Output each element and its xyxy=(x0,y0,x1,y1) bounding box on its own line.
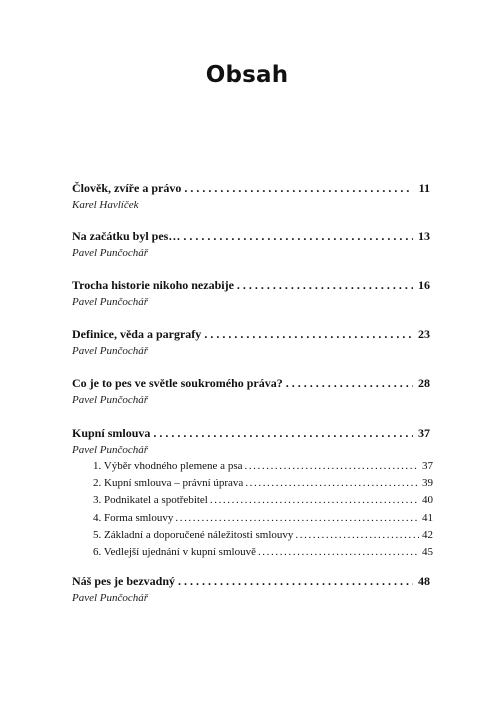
dot-leader xyxy=(237,276,413,294)
entry-author: Pavel Punčochář xyxy=(72,296,149,308)
subentry[interactable] xyxy=(93,492,433,509)
entry-title: Na začátku byl pes… xyxy=(72,229,181,243)
subentry[interactable] xyxy=(93,475,433,492)
dot-leader xyxy=(244,458,419,475)
entry-line xyxy=(72,424,430,442)
entry-line xyxy=(72,179,430,197)
entry-title: Co je to pes ve světle soukromého práva? xyxy=(72,376,283,390)
subentry-page-number: 37 xyxy=(422,460,433,472)
entry-page-number: 13 xyxy=(418,229,430,243)
entry-title: Definice, věda a pargrafy xyxy=(72,327,202,341)
toc-entry[interactable] xyxy=(72,424,430,458)
toc-entry[interactable] xyxy=(72,276,430,310)
entry-page-number: 23 xyxy=(418,327,430,341)
dot-leader xyxy=(175,510,419,527)
subentry-label: 3. Podnikatel a spotřebitel xyxy=(93,494,208,507)
entry-title: Kupní smlouva xyxy=(72,426,151,440)
toc-entry[interactable] xyxy=(72,227,430,261)
entry-page-number: 16 xyxy=(418,278,430,292)
entry-title: Trocha historie nikoho nezabije xyxy=(72,278,234,292)
entry-line xyxy=(72,276,430,294)
subentry-page-number: 39 xyxy=(422,477,433,490)
subentry-page-number: 41 xyxy=(422,511,433,524)
entry-author: Karel Havlíček xyxy=(72,199,139,211)
entry-author: Pavel Punčochář xyxy=(72,247,149,259)
dot-leader xyxy=(178,572,413,590)
dot-leader xyxy=(210,492,419,509)
entry-title: Člověk, zvíře a právo xyxy=(72,181,182,195)
subentry[interactable] xyxy=(93,458,433,475)
subentry-label: 6. Vedlejší ujednání v kupní smlouvě xyxy=(93,545,256,558)
subentry[interactable] xyxy=(93,510,433,527)
dot-leader xyxy=(245,475,419,492)
entry-line xyxy=(72,374,430,392)
subentry-label: 2. Kupní smlouva – právní úprava xyxy=(93,477,244,490)
subentry-page-number: 40 xyxy=(422,494,433,507)
entry-author: Pavel Punčochář xyxy=(72,592,149,604)
entry-line xyxy=(72,572,430,590)
entry-line xyxy=(72,325,430,343)
subentry[interactable] xyxy=(93,544,433,561)
toc-entry[interactable] xyxy=(72,179,430,213)
entry-page-number: 48 xyxy=(418,574,430,588)
entry-author: Pavel Punčochář xyxy=(72,444,149,456)
toc-entry[interactable] xyxy=(72,325,430,359)
toc-entry[interactable] xyxy=(72,374,430,408)
subentry-label: 4. Forma smlouvy xyxy=(93,511,174,524)
dot-leader xyxy=(258,544,419,561)
dot-leader xyxy=(286,374,413,392)
page-title: Obsah xyxy=(205,62,289,88)
entry-page-number: 28 xyxy=(418,376,430,390)
subentry[interactable] xyxy=(93,527,433,544)
subentry-page-number: 45 xyxy=(422,545,433,558)
entry-author: Pavel Punčochář xyxy=(72,345,149,357)
dot-leader xyxy=(153,424,413,442)
entry-page-number: 37 xyxy=(418,426,430,440)
toc-entry[interactable] xyxy=(72,572,430,606)
subentry-list xyxy=(93,458,433,561)
subentry-label: 5. Základní a doporučené náležitosti smlouvy xyxy=(93,528,294,541)
dot-leader xyxy=(184,179,413,197)
entry-author: Pavel Punčochář xyxy=(72,394,149,406)
subentry-label: 1. Výběr vhodného plemene a psa xyxy=(93,460,243,472)
subentry-page-number: 42 xyxy=(422,528,433,541)
entry-title: Náš pes je bezvadný xyxy=(72,574,176,588)
dot-leader xyxy=(295,527,419,544)
dot-leader xyxy=(204,325,413,343)
dot-leader xyxy=(183,227,413,245)
entry-page-number: 11 xyxy=(418,181,430,195)
entry-line xyxy=(72,227,430,245)
